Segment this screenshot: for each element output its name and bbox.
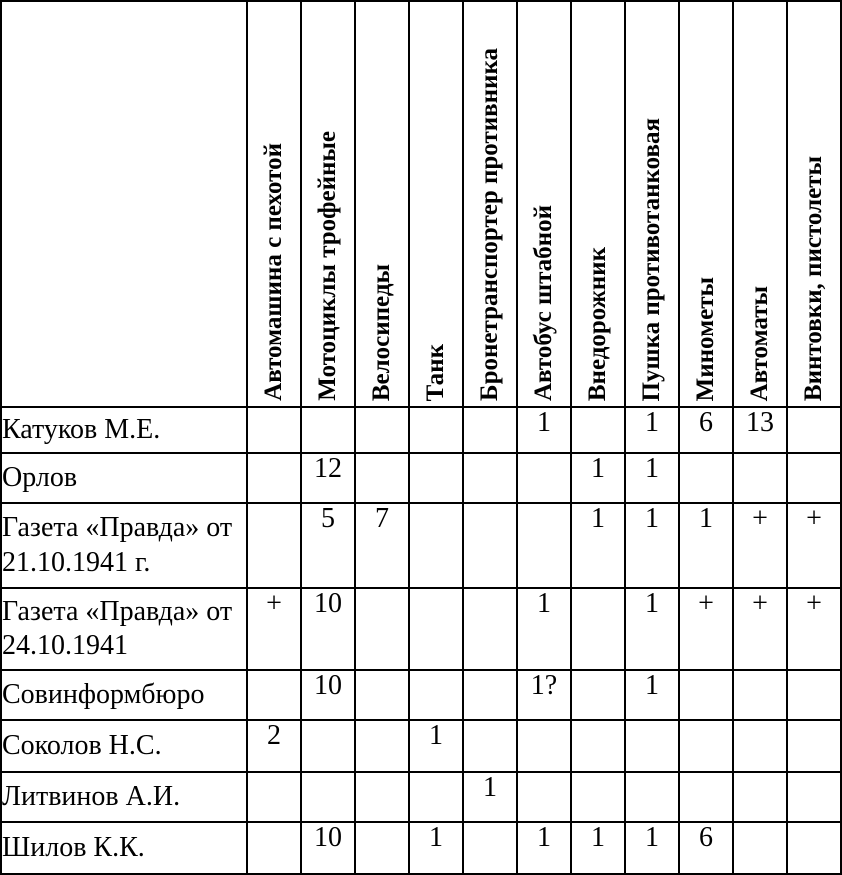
value-cell: 1: [679, 503, 733, 588]
value-cell: 12: [301, 453, 355, 503]
value-cell: [571, 720, 625, 772]
value-cell: [355, 407, 409, 453]
value-cell: 7: [355, 503, 409, 588]
value-cell: [247, 453, 301, 503]
row-label-cell: Совинформбюро: [1, 670, 247, 720]
table-row: [1, 407, 841, 453]
column-header-cell: [625, 1, 679, 407]
value-cell: 6: [679, 407, 733, 453]
column-header-cell: [517, 1, 571, 407]
value-cell: 10: [301, 822, 355, 874]
value-cell: [463, 503, 517, 588]
vertical-header-label: Винтовки, пистолеты: [799, 155, 827, 401]
value-cell: [301, 407, 355, 453]
value-cell: [679, 772, 733, 822]
value-cell: 1?: [517, 670, 571, 720]
vertical-header-label: Минометы: [691, 276, 719, 401]
header-row: [1, 1, 841, 407]
value-cell: [463, 453, 517, 503]
column-header-cell: [733, 1, 787, 407]
column-header-cell: [409, 1, 463, 407]
vertical-header-label: Бронетранспортер противника: [475, 48, 503, 401]
value-cell: 1: [625, 503, 679, 588]
value-cell: 5: [301, 503, 355, 588]
value-cell: [409, 772, 463, 822]
value-cell: [787, 720, 841, 772]
vertical-header-label: Автомашина с пехотой: [259, 143, 287, 401]
value-cell: +: [679, 588, 733, 670]
value-cell: 10: [301, 670, 355, 720]
value-cell: 1: [625, 588, 679, 670]
value-cell: [355, 588, 409, 670]
value-cell: 2: [247, 720, 301, 772]
value-cell: [733, 772, 787, 822]
table-row: [1, 670, 841, 720]
column-header-cell: [355, 1, 409, 407]
value-cell: +: [733, 588, 787, 670]
row-label-cell: Соколов Н.С.: [1, 720, 247, 772]
value-cell: [571, 772, 625, 822]
value-cell: [409, 453, 463, 503]
value-cell: [517, 720, 571, 772]
value-cell: [733, 670, 787, 720]
value-cell: [787, 407, 841, 453]
value-cell: 1: [517, 822, 571, 874]
value-cell: 1: [409, 720, 463, 772]
value-cell: 1: [625, 822, 679, 874]
value-cell: [409, 407, 463, 453]
value-cell: 1: [409, 822, 463, 874]
value-cell: 1: [625, 670, 679, 720]
value-cell: [733, 720, 787, 772]
value-cell: [679, 670, 733, 720]
vertical-header-label: Велосипеды: [367, 263, 395, 401]
row-label-cell: Газета «Правда» от 24.10.1941: [1, 588, 247, 670]
value-cell: [247, 772, 301, 822]
value-cell: [355, 453, 409, 503]
value-cell: [517, 453, 571, 503]
value-cell: [463, 588, 517, 670]
value-cell: +: [787, 503, 841, 588]
value-cell: [571, 670, 625, 720]
value-cell: [355, 670, 409, 720]
table-row: [1, 453, 841, 503]
column-header-cell: [463, 1, 517, 407]
value-cell: [247, 822, 301, 874]
value-cell: 1: [571, 822, 625, 874]
value-cell: [247, 503, 301, 588]
value-cell: [247, 407, 301, 453]
value-cell: [463, 670, 517, 720]
column-header-cell: [679, 1, 733, 407]
value-cell: 1: [463, 772, 517, 822]
value-cell: [571, 588, 625, 670]
vertical-header-label: Пушка противотанковая: [637, 117, 665, 401]
value-cell: +: [787, 588, 841, 670]
value-cell: [787, 772, 841, 822]
value-cell: [733, 822, 787, 874]
vertical-header-label: Танк: [421, 343, 449, 401]
vertical-header-label: Автоматы: [745, 285, 773, 401]
value-cell: 1: [517, 588, 571, 670]
value-cell: 1: [571, 453, 625, 503]
table-row: [1, 503, 841, 588]
value-cell: [625, 720, 679, 772]
value-cell: [517, 772, 571, 822]
vertical-header-label: Внедорожник: [583, 246, 611, 401]
column-header-cell: [787, 1, 841, 407]
value-cell: 1: [571, 503, 625, 588]
value-cell: 13: [733, 407, 787, 453]
value-cell: [571, 407, 625, 453]
value-cell: [463, 407, 517, 453]
value-cell: [463, 822, 517, 874]
value-cell: [247, 670, 301, 720]
value-cell: [625, 772, 679, 822]
row-label-cell: Шилов К.К.: [1, 822, 247, 874]
value-cell: 1: [625, 453, 679, 503]
row-label-cell: Литвинов А.И.: [1, 772, 247, 822]
value-cell: +: [733, 503, 787, 588]
value-cell: 1: [517, 407, 571, 453]
vertical-header-label: Мотоциклы трофейные: [313, 131, 341, 401]
value-cell: [733, 453, 787, 503]
value-cell: [463, 720, 517, 772]
value-cell: [787, 670, 841, 720]
value-cell: [301, 772, 355, 822]
value-cell: [409, 670, 463, 720]
value-cell: +: [247, 588, 301, 670]
vertical-header-label: Автобус штабной: [529, 204, 557, 401]
table-row: [1, 720, 841, 772]
value-cell: [355, 822, 409, 874]
column-header-cell: [247, 1, 301, 407]
value-cell: 1: [625, 407, 679, 453]
table-row: [1, 772, 841, 822]
column-header-cell: [571, 1, 625, 407]
value-cell: 10: [301, 588, 355, 670]
value-cell: 6: [679, 822, 733, 874]
value-cell: [301, 720, 355, 772]
value-cell: [355, 772, 409, 822]
row-label-cell: Орлов: [1, 453, 247, 503]
column-header-cell: [301, 1, 355, 407]
value-cell: [679, 453, 733, 503]
row-label-cell: Катуков М.Е.: [1, 407, 247, 453]
value-cell: [517, 503, 571, 588]
value-cell: [787, 453, 841, 503]
value-cell: [679, 720, 733, 772]
value-cell: [409, 588, 463, 670]
row-label-cell: Газета «Правда» от 21.10.1941 г.: [1, 503, 247, 588]
table-row: [1, 822, 841, 874]
value-cell: [355, 720, 409, 772]
table-row: [1, 588, 841, 670]
corner-cell: [1, 1, 247, 407]
value-cell: [409, 503, 463, 588]
table-body: [1, 407, 841, 874]
value-cell: [787, 822, 841, 874]
